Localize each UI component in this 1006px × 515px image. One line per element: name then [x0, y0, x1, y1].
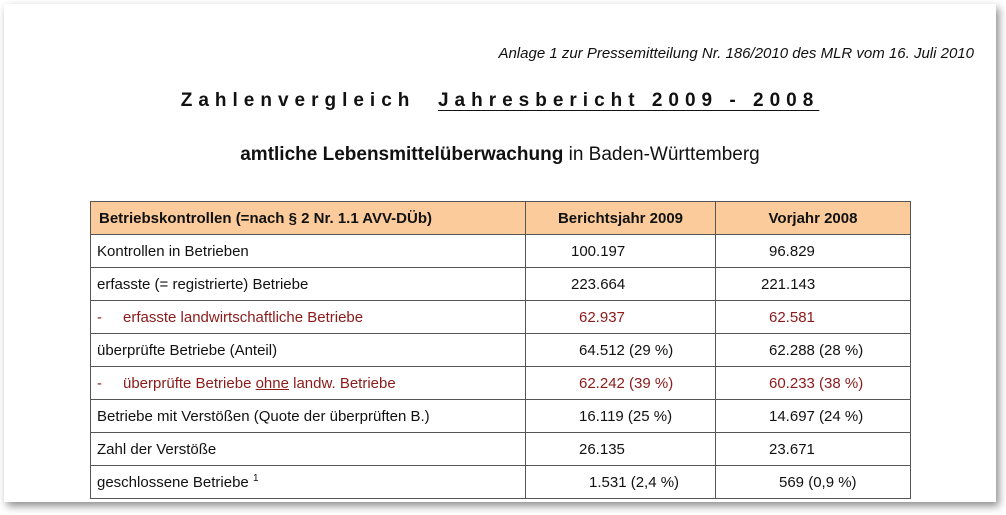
row-prefix: -: [97, 308, 102, 326]
table-row: [91, 301, 911, 334]
value-2008: 221.143: [716, 268, 911, 301]
subtitle-rest: in Baden-Württemberg: [568, 144, 760, 165]
subtitle-bold: amtliche Lebensmittelüberwachung: [240, 144, 564, 165]
footnote-marker: 1: [252, 473, 259, 484]
table-row: [91, 367, 911, 400]
row-label: [91, 400, 526, 433]
heading: [4, 90, 996, 112]
header-2008: Vorjahr 2008: [716, 202, 911, 235]
value-2009: 16.119 (25 %): [526, 400, 716, 433]
heading-part1: Zahlenvergleich: [180, 90, 416, 111]
value-2009: 64.512 (29 %): [526, 334, 716, 367]
table-header-row: [91, 202, 911, 235]
value-2008: 62.288 (28 %): [716, 334, 911, 367]
row-label: erfasste (= registrierte) Betriebe: [91, 268, 526, 301]
row-prefix: -: [97, 374, 102, 392]
value-2009: 223.664: [526, 268, 716, 301]
table-row: [91, 268, 911, 301]
table-row: [91, 334, 911, 367]
value-2009: 26.135: [526, 433, 716, 466]
value-2009: 1.531 (2,4 %): [526, 466, 716, 499]
row-label-text-b: (Quote der überprüften B.): [253, 407, 430, 425]
header-category: Betriebskontrollen (=nach § 2 Nr. 1.1 AVV-DÜb): [91, 202, 526, 235]
annex-note: Anlage 1 zur Pressemitteilung Nr. 186/2010 des MLR vom 16. Juli 2010: [498, 45, 974, 62]
row-label: [91, 466, 526, 499]
row-label-text-a: Betriebe mit Verstößen: [97, 407, 254, 425]
row-label-underlined: ohne: [255, 374, 289, 392]
table-row: [91, 235, 911, 268]
subtitle: [4, 144, 996, 166]
row-label-text: geschlossene Betriebe: [97, 474, 249, 491]
row-label-text-a: überprüfte Betriebe: [123, 374, 256, 392]
value-2008: 23.671: [716, 433, 911, 466]
row-label: [91, 367, 526, 400]
table-row: [91, 466, 911, 499]
value-2008: 96.829: [716, 235, 911, 268]
value-2009: 100.197: [526, 235, 716, 268]
table-row: [91, 400, 911, 433]
header-2009: Berichtsjahr 2009: [526, 202, 716, 235]
value-2008: 60.233 (38 %): [716, 367, 911, 400]
comparison-table: [90, 201, 911, 499]
value-2009: 62.242 (39 %): [526, 367, 716, 400]
table-row: [91, 433, 911, 466]
row-label-text-b: landw. Betriebe: [288, 374, 396, 392]
value-2008: 14.697 (24 %): [716, 400, 911, 433]
value-2008: 62.581: [716, 301, 911, 334]
row-label: [91, 301, 526, 334]
row-label: überprüfte Betriebe (Anteil): [91, 334, 526, 367]
document-page: [4, 4, 996, 502]
value-2009: 62.937: [526, 301, 716, 334]
heading-part2: Jahresbericht 2009 - 2008: [437, 90, 820, 111]
row-label: Kontrollen in Betrieben: [91, 235, 526, 268]
row-label-text: erfasste landwirtschaftliche Betriebe: [123, 308, 364, 326]
row-label: Zahl der Verstöße: [91, 433, 526, 466]
value-2008: 569 (0,9 %): [716, 466, 911, 499]
